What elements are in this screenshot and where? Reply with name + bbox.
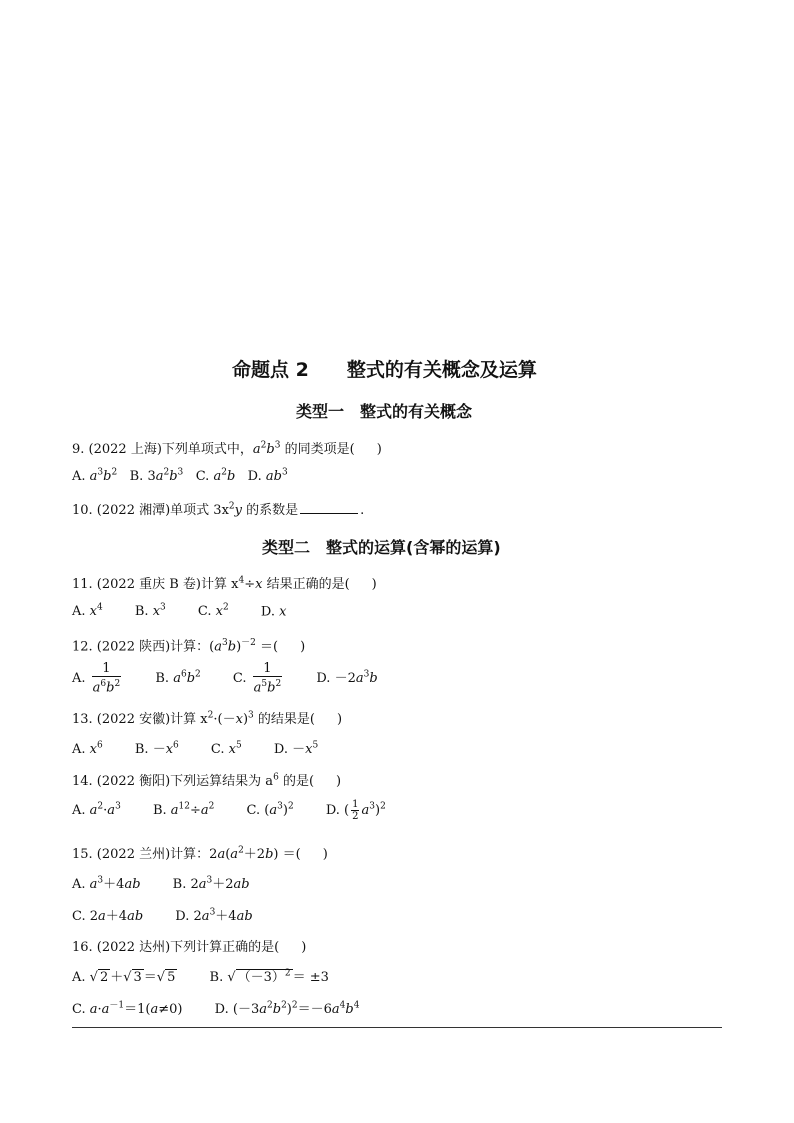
option-a[interactable]: A. $\frac{1}{a^6b^2}$ bbox=[72, 661, 121, 696]
option-a[interactable]: A. $a^3+4ab$ bbox=[72, 875, 141, 892]
option-c[interactable]: C. $x^5$ bbox=[210, 740, 242, 757]
question-11-options bbox=[72, 603, 286, 619]
option-b[interactable]: B. $-x^6$ bbox=[134, 740, 179, 757]
option-d[interactable]: D. $-x^5$ bbox=[273, 740, 319, 757]
option-c[interactable]: C. $a\cdot a^{-1}=1(a\ne 0)$ bbox=[72, 1001, 183, 1018]
question-9-options bbox=[72, 468, 288, 484]
option-d[interactable]: D. $-2a^3b$ bbox=[316, 669, 378, 687]
question-14: 14. (2022 衡阳)下列运算结果为 $a^6$ 的是( ) bbox=[72, 772, 342, 789]
option-c[interactable]: C. $(a^3)^2$ bbox=[246, 801, 294, 818]
option-c[interactable]: C. $a^2b$ bbox=[195, 468, 236, 485]
option-b[interactable]: B. √ $(-3)^2 = \pm 3$ bbox=[209, 968, 329, 985]
type1-title: 类型一 整式的有关概念 bbox=[296, 402, 473, 421]
option-d[interactable]: D. $(-3a^2b^2)^2=-6a^4b^4$ bbox=[214, 1001, 360, 1018]
option-b[interactable]: B. $x^3$ bbox=[134, 603, 166, 620]
section-title: 命题点 2 整式的有关概念及运算 bbox=[232, 359, 537, 381]
question-9: 9. (2022 上海)下列单项式中，$a^2b^3$ 的同类项是( ) bbox=[72, 440, 382, 457]
question-10: 10. (2022 湘潭)单项式 $3x^2y$ 的系数是 . bbox=[72, 501, 365, 518]
question-9-stem: 9. (2022 上海)下列单项式中， bbox=[72, 442, 253, 457]
option-a[interactable]: A. $a^3b^2$ bbox=[72, 468, 118, 485]
type2-title: 类型二 整式的运算(含幂的运算) bbox=[262, 538, 501, 557]
page-divider bbox=[72, 1027, 722, 1028]
question-15: 15. (2022 兰州)计算：$2a(a^2+2b)$ ＝( ) bbox=[72, 845, 328, 862]
question-16-options-row1 bbox=[72, 966, 329, 985]
option-c[interactable]: C. 2a＋4ab bbox=[72, 909, 144, 924]
question-14-options bbox=[72, 799, 386, 822]
option-b[interactable]: B. $2a^3+2ab$ bbox=[172, 875, 250, 892]
option-a[interactable]: A. $x^4$ bbox=[72, 603, 103, 620]
option-d[interactable]: D. $ab^3$ bbox=[247, 468, 288, 485]
question-13-options bbox=[72, 738, 318, 757]
option-b[interactable]: B. $a^{12}\div a^2$ bbox=[152, 801, 215, 818]
option-b[interactable]: B. $a^6b^2$ bbox=[155, 669, 201, 687]
option-a[interactable]: A. $a^2\cdot a^3$ bbox=[72, 801, 121, 818]
option-b[interactable]: B. $3a^2b^3$ bbox=[129, 468, 184, 485]
option-a[interactable]: A. √ 2 ＋√ 3 ＝√ 5 bbox=[72, 970, 176, 985]
question-15-options-row1 bbox=[72, 873, 250, 892]
option-d[interactable]: D. $2a^3+4ab$ bbox=[175, 907, 253, 924]
question-16: 16. (2022 达州)下列计算正确的是( ) bbox=[72, 940, 307, 955]
option-c[interactable]: C. $x^2$ bbox=[197, 603, 229, 620]
option-a[interactable]: A. $x^6$ bbox=[72, 740, 103, 757]
answer-blank[interactable] bbox=[300, 501, 358, 514]
question-11: 11. (2022 重庆 B 卷)计算 $x^4\div x$ 结果正确的是( ) bbox=[72, 575, 377, 592]
question-12-options bbox=[72, 662, 378, 695]
option-c[interactable]: C. $\frac{1}{a^5b^2}$ bbox=[232, 661, 282, 696]
question-15-options-row2 bbox=[72, 905, 253, 924]
question-12: 12. (2022 陕西)计算：$(a^3b)^{-2}$ ＝( ) bbox=[72, 638, 306, 655]
question-13: 13. (2022 安徽)计算 $x^2\cdot(-x)^3$ 的结果是( ) bbox=[72, 710, 343, 727]
option-d[interactable]: D. ( $\frac{1}{2}$ $a^3)^2$ bbox=[325, 799, 386, 822]
question-16-options-row2 bbox=[72, 998, 359, 1017]
option-d[interactable]: D. x bbox=[260, 604, 287, 620]
